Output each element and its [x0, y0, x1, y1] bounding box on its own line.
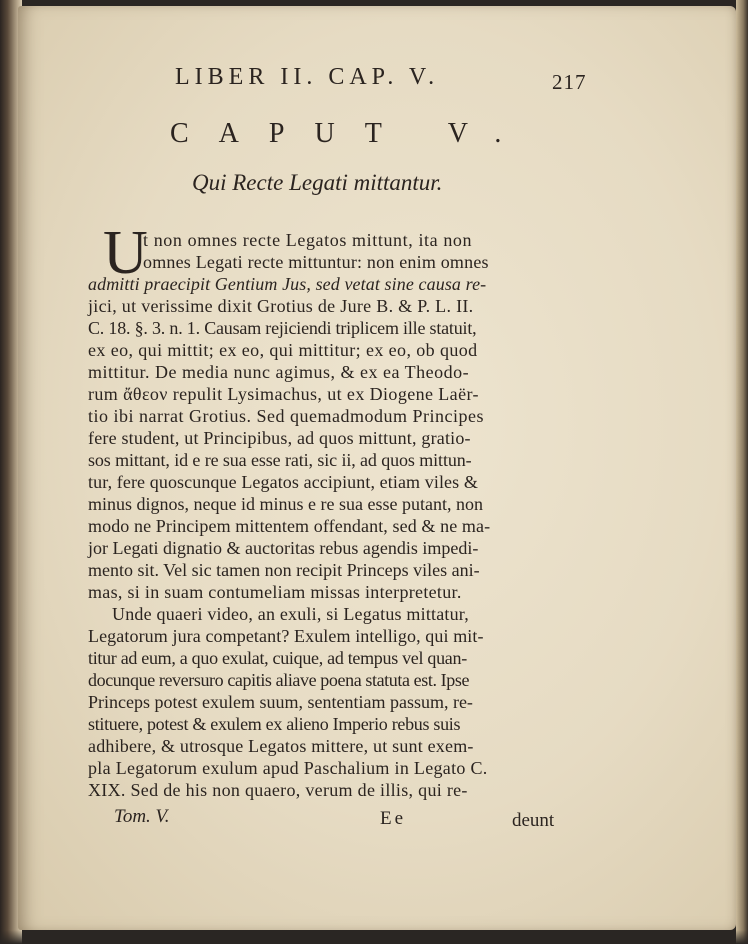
body-line: mittitur. De media nunc agimus, & ex ea Theodo-	[88, 362, 470, 382]
volume-signature: Tom. V.	[114, 806, 170, 827]
body-line: Unde quaeri video, an exuli, si Legatus mittatur,	[112, 604, 469, 624]
catchword: deunt	[512, 810, 555, 831]
body-line: sos mittant, id e re sua esse rati, sic ii, ad quos mittun-	[88, 450, 472, 470]
body-line: ex eo, qui mittit; ex eo, qui mittitur; ex eo, ob quod	[88, 340, 478, 360]
body-line: admitti praecipit Gentium Jus, sed vetat sine causa re-	[88, 274, 487, 294]
body-line: stituere, potest & exulem ex alieno Imperio rebus suis	[88, 714, 461, 734]
body-line: minus dignos, neque id minus e re sua esse putant, non	[88, 494, 483, 514]
body-line: pla Legatorum exulum apud Paschalium in Legato C.	[88, 758, 488, 778]
body-line: tio ibi narrat Grotius. Sed quemadmodum Principes	[88, 406, 484, 426]
page-edge	[736, 0, 748, 944]
gathering-mark: Ee	[380, 808, 407, 829]
body-line: jici, ut verissime dixit Grotius de Jure B. & P. L. II.	[88, 296, 474, 316]
body-line: omnes Legati recte mittuntur: non enim omnes	[143, 252, 489, 272]
body-line: mas, si in suam contumeliam missas interpretetur.	[88, 582, 462, 602]
body-line: fere student, ut Principibus, ad quos mittunt, gratio-	[88, 428, 471, 448]
body-line: Legatorum jura competant? Exulem intelligo, qui mit-	[88, 626, 484, 646]
body-line: docunque reversuro capitis aliave poena statuta est. Ipse	[88, 670, 470, 690]
bottom-shadow	[0, 930, 748, 944]
body-line: modo ne Principem mittentem offendant, sed & ne ma-	[88, 516, 491, 536]
body-line: Princeps potest exulem suum, sententiam passum, re-	[88, 692, 473, 712]
body-line: tur, fere quoscunque Legatos accipiunt, etiam viles &	[88, 472, 478, 492]
body-line: mento sit. Vel sic tamen non recipit Princeps viles ani-	[88, 560, 480, 580]
drop-capital: U	[103, 219, 148, 287]
body-line: adhibere, & utrosque Legatos mittere, ut sunt exem-	[88, 736, 474, 756]
page-number: 217	[552, 70, 587, 94]
running-head: LIBER II. CAP. V.	[175, 64, 440, 90]
chapter-subtitle: Qui Recte Legati mittantur.	[192, 170, 443, 195]
body-line: jor Legati dignatio & auctoritas rebus agendis impedi-	[88, 538, 479, 558]
body-line: rum ἄθεον repulit Lysimachus, ut ex Diogene Laër-	[88, 384, 479, 404]
chapter-title: CAPUT V.	[170, 118, 532, 149]
body-line: t non omnes recte Legatos mittunt, ita non	[143, 230, 473, 250]
body-line: C. 18. §. 3. n. 1. Causam rejiciendi triplicem ille statuit,	[88, 318, 477, 338]
body-line: titur ad eum, a quo exulat, cuique, ad tempus vel quan-	[88, 648, 467, 668]
body-line: XIX. Sed de his non quaero, verum de illis, qui re-	[88, 780, 468, 800]
